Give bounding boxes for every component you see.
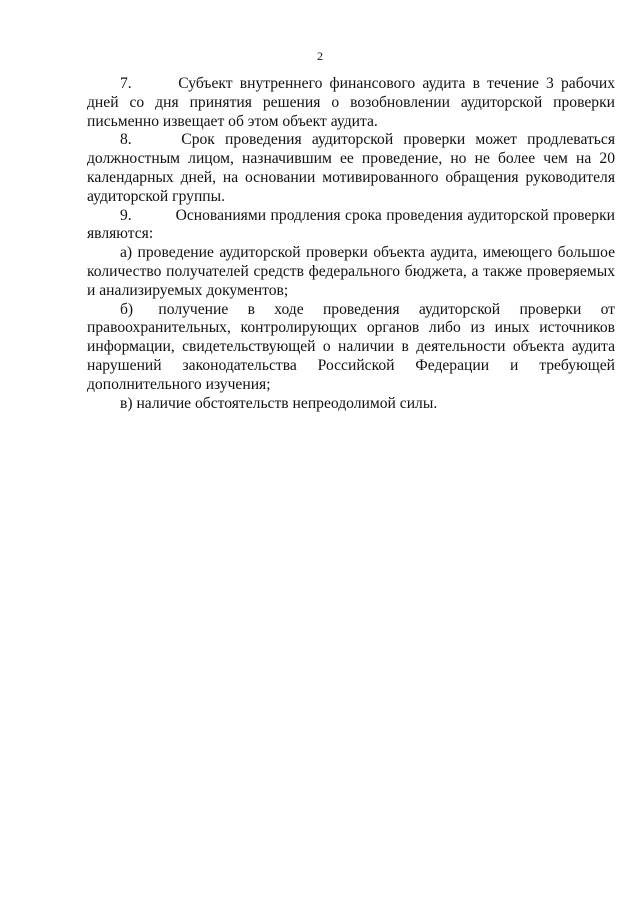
paragraph-7: 7. Субъект внутреннего финансового аудита в течение 3 рабочих дней со дня принятия решения о возобновлении аудиторской проверки письменно извещает об этом объект аудита. bbox=[87, 75, 619, 130]
document-body bbox=[87, 75, 619, 413]
paragraph-8: 8. Срок проведения аудиторской проверки может продлеваться должностным лицом, назначившим ее проведение, но не более чем на 20 календарных дней, на основании мотивированного обращения руководителя аудиторской группы. bbox=[87, 131, 619, 205]
page-number: 2 bbox=[317, 49, 323, 63]
list-item-a: а) проведение аудиторской проверки объекта аудита, имеющего большое количество получателей средств федерального бюджета, а также проверяемых и анализируемых документов; bbox=[87, 244, 619, 299]
list-item-b: б) получение в ходе проведения аудиторской проверки от правоохранительных, контролирующих органов либо из иных источников информации, свидетельствующей о наличии в деятельности объекта аудита нарушений законодательства Российской Федерации и требующей дополнительного изучения; bbox=[87, 300, 619, 393]
paragraph-9: 9. Основаниями продления срока проведения аудиторской проверки являются: bbox=[87, 206, 619, 243]
list-item-v: в) наличие обстоятельств непреодолимой силы. bbox=[120, 394, 438, 412]
